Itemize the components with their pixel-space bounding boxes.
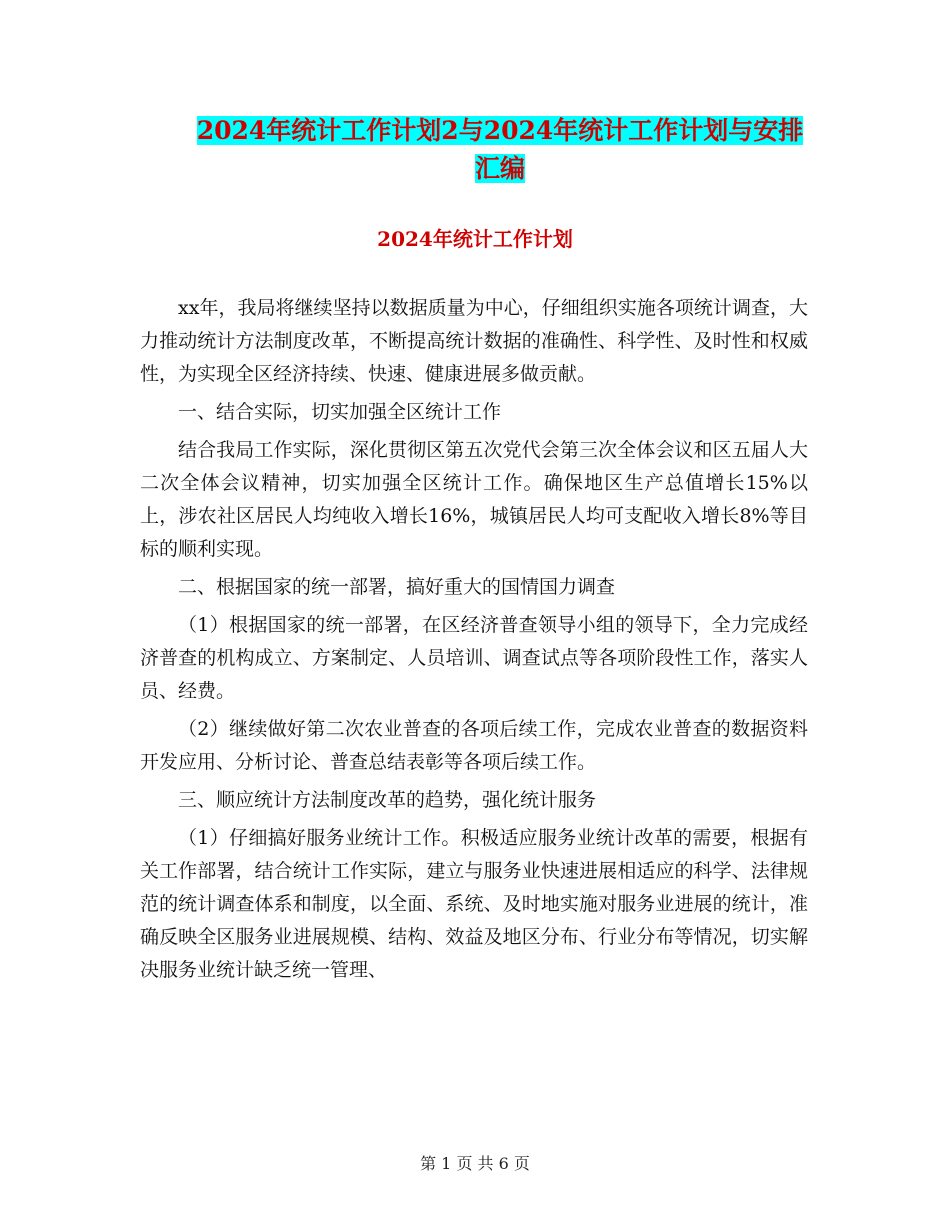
paragraph-intro: xx年，我局将继续坚持以数据质量为中心，仔细组织实施各项统计调查，大力推动统计方法制度改革，不断提高统计数据的准确性、科学性、及时性和权威性，为实现全区经济持续、快速、健康进展多做贡献。 [140,297,808,385]
heading-section-2: 二、根据国家的统一部署，搞好重大的国情国力调查 [178,576,616,598]
heading-section-3: 三、顺应统计方法制度改革的趋势，强化统计服务 [178,789,597,811]
document-title [150,112,850,188]
paragraph-section-3-item-1: （1）仔细搞好服务业统计工作。积极适应服务业统计改革的需要，根据有关工作部署，结合统计工作实际，建立与服务业快速进展相适应的科学、法律规范的统计调查体系和制度，以全面、系统、及时地实施对服务业进展的统计，准确反映全区服务业进展规模、结构、效益及地区分布、行业分布等情况，切实解决服务业统计缺乏统一管理、 [140,827,808,981]
document-title-line1: 2024年统计工作计划2与2024年统计工作计划与安排 [196,116,804,145]
page-number-footer: 第 1 页 共 6 页 [420,1154,530,1173]
paragraph-section-1: 结合我局工作实际，深化贯彻区第五次党代会第三次全体会议和区五届人大二次全体会议精神，切实加强全区统计工作。确保地区生产总值增长15%以上，涉农社区居民人均纯收入增长16%，城镇居民人均可支配收入增长8%等目标的顺利实现。 [140,439,808,560]
document-title-line2: 汇编 [474,154,525,183]
paragraph-section-2-item-1: （1）根据国家的统一部署，在区经济普查领导小组的领导下，全力完成经济普查的机构成立、方案制定、人员培训、调查试点等各项阶段性工作，落实人员、经费。 [140,614,808,702]
document-body [140,292,808,992]
heading-section-1: 一、结合实际，切实加强全区统计工作 [178,401,502,423]
section-title: 2024年统计工作计划 [377,227,573,251]
paragraph-section-2-item-2: （2）继续做好第二次农业普查的各项后续工作，完成农业普查的数据资料开发应用、分析讨论、普查总结表彰等各项后续工作。 [140,718,808,773]
